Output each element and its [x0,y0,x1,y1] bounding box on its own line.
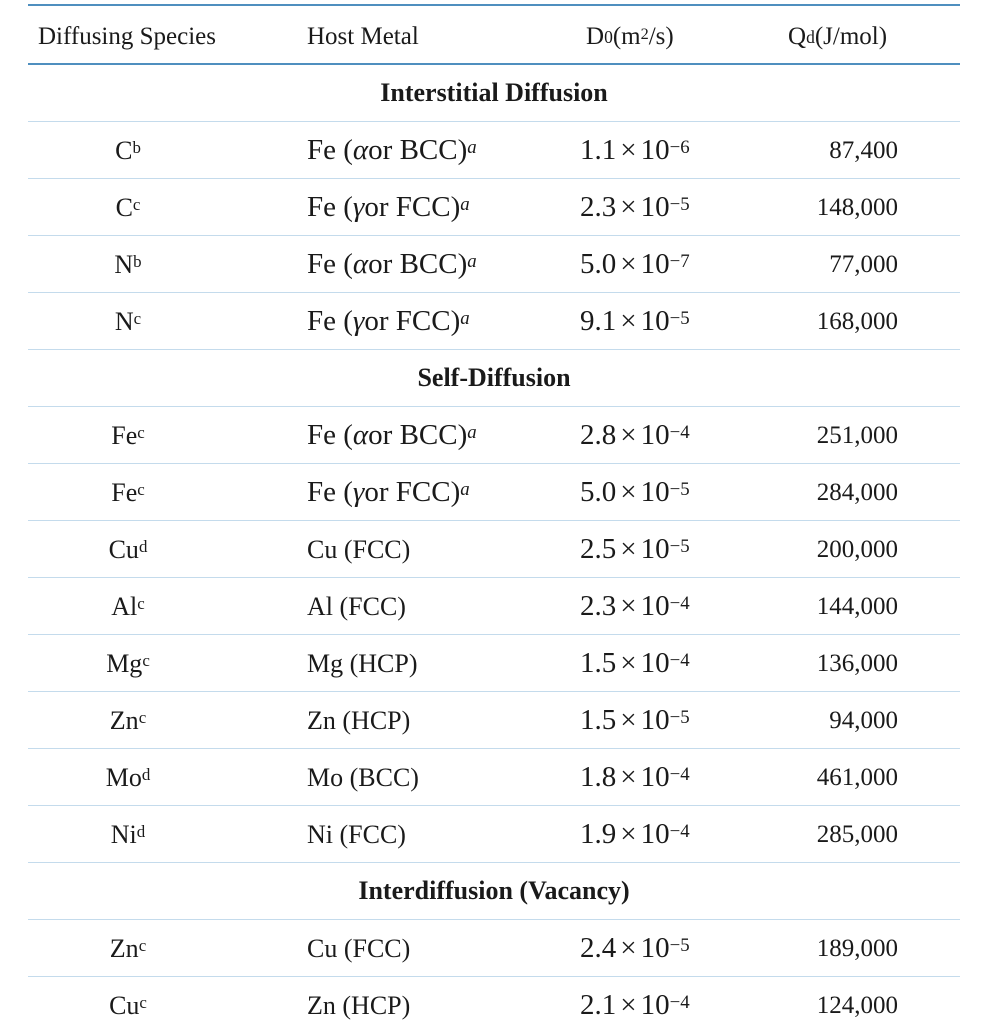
host-structure-text: or FCC) [364,305,461,337]
species-symbol: Fe [111,477,138,507]
species-footnote-mark: b [133,251,142,271]
table-row [28,122,960,179]
power-base: 10 [640,419,670,451]
host-metal-cell [307,407,477,464]
species-symbol: Cu [109,990,140,1020]
power-base: 10 [640,248,670,280]
host-phase-symbol: γ [352,305,365,337]
times-sign: × [620,761,637,793]
host-structure-text: or FCC) [364,476,461,508]
diffusing-species-cell [28,179,228,236]
host-metal-text: Fe ( [307,191,353,223]
activation-energy-cell: 189,000 [816,934,898,962]
activation-energy-cell: 461,000 [816,763,898,791]
d0-exponent: −4 [669,991,690,1013]
species-footnote-mark: d [141,764,151,784]
times-sign: × [620,305,637,337]
times-sign: × [620,419,637,451]
activation-energy-cell: 87,400 [829,136,898,164]
d0-exponent: −5 [669,535,690,557]
host-metal-text: Mo (BCC) [307,762,419,792]
d0-mantissa: 1.5 [580,704,617,736]
species-symbol: Mo [105,762,142,792]
d0-value-cell [580,407,690,464]
diffusing-species-cell [28,521,228,578]
power-base: 10 [640,761,670,793]
activation-energy-cell: 144,000 [816,592,898,620]
host-footnote-mark: a [460,307,470,329]
d0-mantissa: 2.5 [580,533,617,565]
d0-value-cell [580,920,690,977]
host-metal-text: Zn (HCP) [307,705,411,735]
d0-exponent: −5 [669,706,690,728]
diffusing-species-cell [28,293,228,350]
host-footnote-mark: a [467,136,477,158]
species-symbol: Al [111,591,138,621]
host-footnote-mark: a [460,193,470,215]
times-sign: × [620,476,637,508]
species-symbol: N [114,249,134,279]
host-structure-text: or BCC) [368,248,468,280]
host-phase-symbol: α [352,248,369,280]
table-row [28,692,960,749]
power-base: 10 [640,305,670,337]
power-base: 10 [640,134,670,166]
d0-mantissa: 2.8 [580,419,617,451]
species-footnote-mark: c [132,194,141,214]
species-footnote-mark: c [137,593,145,613]
power-base: 10 [640,476,670,508]
d0-value-cell [580,806,690,863]
d0-mantissa: 5.0 [580,476,617,508]
host-metal-cell [307,293,470,350]
activation-energy-cell: 284,000 [816,478,898,506]
species-symbol: C [115,135,133,165]
species-footnote-mark: c [133,308,142,328]
d0-mantissa: 1.8 [580,761,617,793]
species-footnote-mark: b [132,137,141,157]
species-footnote-mark: c [139,992,147,1012]
host-metal-cell [307,692,410,749]
table-row [28,293,960,350]
d0-mantissa: 1.1 [580,134,617,166]
host-metal-text: Zn (HCP) [307,990,411,1020]
header-d0 [586,10,674,64]
host-footnote-mark: a [467,421,477,443]
d0-value-cell [580,521,690,578]
d0-value-cell [580,464,690,521]
times-sign: × [620,932,637,964]
d0-exponent: −4 [669,763,690,785]
host-metal-cell [307,464,470,521]
host-phase-symbol: γ [352,476,365,508]
host-metal-text: Al (FCC) [307,591,406,621]
host-metal-cell [307,578,406,635]
host-metal-text: Cu (FCC) [307,534,411,564]
host-structure-text: or BCC) [368,134,468,166]
host-metal-cell [307,521,410,578]
activation-energy-cell: 200,000 [816,535,898,563]
diffusing-species-cell [28,407,228,464]
table-row [28,407,960,464]
diffusing-species-cell [28,806,228,863]
species-symbol: Fe [111,420,138,450]
host-metal-text: Fe ( [307,134,353,166]
host-metal-cell [307,635,418,692]
times-sign: × [620,704,637,736]
header-host-metal: Host Metal [307,23,419,50]
species-symbol: Cu [108,534,139,564]
power-base: 10 [640,989,670,1021]
diffusing-species-cell [28,578,228,635]
d0-value-cell [580,977,690,1034]
d0-mantissa: 1.5 [580,647,617,679]
diffusing-species-cell [28,122,228,179]
power-base: 10 [640,818,670,850]
d0-value-cell [580,122,690,179]
d0-mantissa: 2.1 [580,989,617,1021]
species-footnote-mark: d [136,821,146,841]
host-metal-cell [307,749,419,806]
header-qd-base: Q [788,23,807,50]
times-sign: × [620,533,637,565]
host-structure-text: or FCC) [364,191,461,223]
species-footnote-mark: c [137,422,145,442]
d0-mantissa: 5.0 [580,248,617,280]
species-footnote-mark: d [138,536,148,556]
host-metal-cell [307,236,477,293]
table-header-row [28,10,960,64]
table-row [28,236,960,293]
d0-mantissa: 1.9 [580,818,617,850]
table-row [28,521,960,578]
activation-energy-cell: 77,000 [829,250,898,278]
d0-exponent: −5 [669,934,690,956]
diffusing-species-cell [28,749,228,806]
power-base: 10 [640,932,670,964]
activation-energy-cell: 251,000 [816,421,898,449]
species-symbol: N [114,306,134,336]
host-metal-text: Fe ( [307,248,353,280]
species-symbol: Zn [109,933,139,963]
species-symbol: Mg [106,648,143,678]
host-footnote-mark: a [467,250,477,272]
table-row [28,635,960,692]
species-footnote-mark: c [142,650,150,670]
host-metal-text: Ni (FCC) [307,819,406,849]
section-heading: Self-Diffusion [417,363,571,392]
d0-value-cell [580,179,690,236]
d0-exponent: −7 [669,250,690,272]
diffusing-species-cell [28,920,228,977]
host-metal-cell [307,122,477,179]
table-row [28,806,960,863]
host-metal-cell [307,179,470,236]
diffusing-species-cell [28,236,228,293]
header-qd [788,10,887,64]
section-heading: Interstitial Diffusion [380,78,608,107]
header-d0-unit-pre: (m [612,23,641,50]
header-d0-unit-sup: 2 [640,25,649,44]
times-sign: × [620,818,637,850]
host-metal-text: Mg (HCP) [307,648,418,678]
d0-mantissa: 2.3 [580,191,617,223]
d0-value-cell [580,236,690,293]
d0-mantissa: 2.4 [580,932,617,964]
power-base: 10 [640,191,670,223]
header-diffusing-species: Diffusing Species [38,23,216,50]
diffusing-species-cell [28,464,228,521]
d0-value-cell [580,692,690,749]
d0-exponent: −5 [669,307,690,329]
host-metal-text: Fe ( [307,476,353,508]
d0-exponent: −4 [669,592,690,614]
host-phase-symbol: γ [352,191,365,223]
activation-energy-cell: 136,000 [816,649,898,677]
power-base: 10 [640,533,670,565]
table-row [28,920,960,977]
times-sign: × [620,248,637,280]
table-top-rule [28,4,960,6]
activation-energy-cell: 285,000 [816,820,898,848]
activation-energy-cell: 148,000 [816,193,898,221]
host-phase-symbol: α [352,419,369,451]
header-d0-sub: 0 [604,26,613,47]
d0-value-cell [580,749,690,806]
times-sign: × [620,191,637,223]
header-qd-sub: d [806,26,815,47]
table-row [28,179,960,236]
table-row [28,749,960,806]
diffusing-species-cell [28,692,228,749]
diffusing-species-cell [28,635,228,692]
host-metal-cell [307,806,406,863]
d0-exponent: −6 [669,136,690,158]
host-footnote-mark: a [460,478,470,500]
d0-value-cell [580,635,690,692]
section-heading: Interdiffusion (Vacancy) [358,876,630,905]
d0-value-cell [580,578,690,635]
species-footnote-mark: c [138,707,147,727]
header-qd-unit: (J/mol) [814,23,888,50]
activation-energy-cell: 124,000 [816,991,898,1019]
host-metal-cell [307,920,410,977]
host-metal-text: Cu (FCC) [307,933,411,963]
d0-exponent: −4 [669,421,690,443]
species-symbol: C [115,192,133,222]
times-sign: × [620,647,637,679]
species-symbol: Ni [110,819,137,849]
host-metal-text: Fe ( [307,419,353,451]
d0-value-cell [580,293,690,350]
power-base: 10 [640,704,670,736]
power-base: 10 [640,590,670,622]
species-footnote-mark: c [138,935,147,955]
d0-exponent: −5 [669,478,690,500]
times-sign: × [620,134,637,166]
table-row [28,578,960,635]
host-metal-text: Fe ( [307,305,353,337]
activation-energy-cell: 94,000 [829,706,898,734]
d0-exponent: −5 [669,193,690,215]
table-row [28,977,960,1034]
host-metal-cell [307,977,410,1034]
d0-mantissa: 2.3 [580,590,617,622]
d0-exponent: −4 [669,649,690,671]
times-sign: × [620,989,637,1021]
table-row [28,464,960,521]
species-symbol: Zn [109,705,139,735]
d0-mantissa: 9.1 [580,305,617,337]
host-phase-symbol: α [352,134,369,166]
activation-energy-cell: 168,000 [816,307,898,335]
header-d0-unit-post: /s) [648,23,674,50]
d0-exponent: −4 [669,820,690,842]
species-footnote-mark: c [137,479,145,499]
header-d0-base: D [586,23,605,50]
host-structure-text: or BCC) [368,419,468,451]
times-sign: × [620,590,637,622]
power-base: 10 [640,647,670,679]
diffusing-species-cell [28,977,228,1034]
